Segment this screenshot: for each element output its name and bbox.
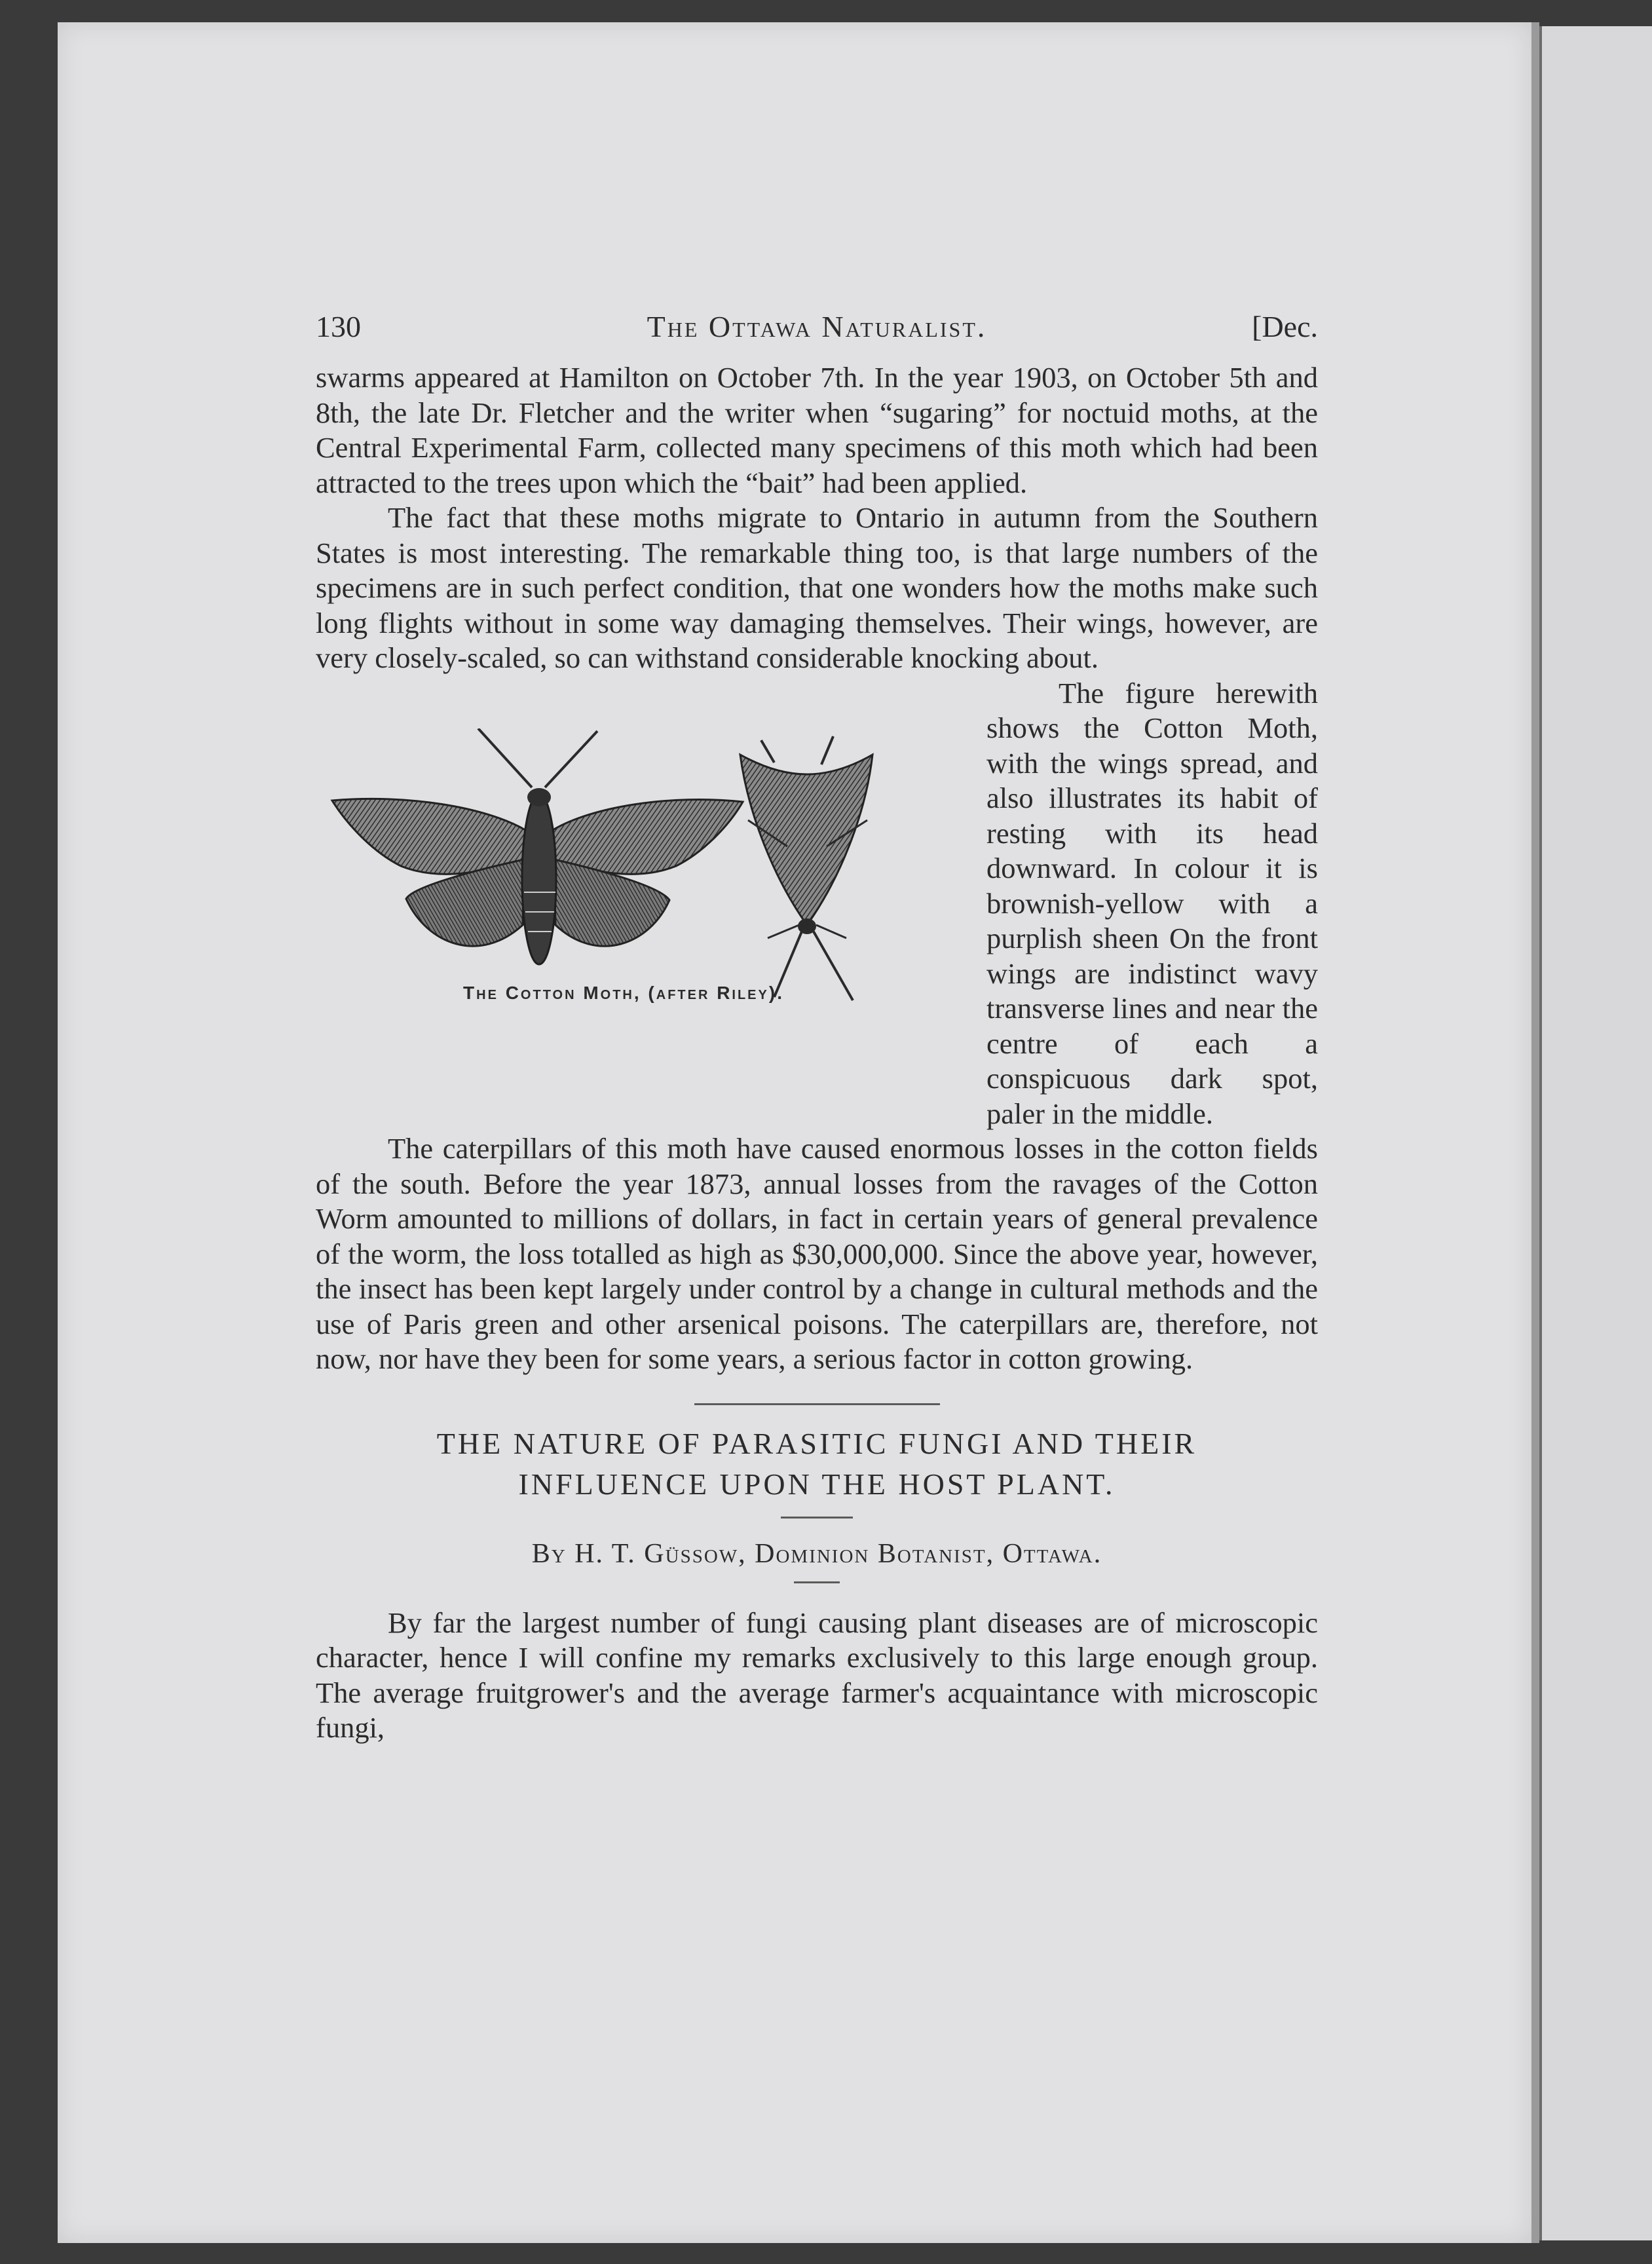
spread-moth-icon bbox=[332, 728, 743, 964]
cotton-moth-illustration bbox=[329, 728, 945, 1004]
paragraph-figure-description: The figure herewith shows the Cotton Moth, with the wings spread, and also illustrates its habit of resting with its head downward. In colour it is brownish-yellow with a purplish sheen On the front wings are indistinct wavy transverse lines and near the centre of each a conspicuous dark spot, paler in the middle. bbox=[986, 676, 1318, 1130]
journal-title: The Ottawa Naturalist. bbox=[647, 310, 987, 343]
page-gutter-shadow bbox=[1531, 22, 1539, 2243]
paragraph-fungi-intro: By far the largest number of fungi causing plant diseases are of microscopic character, hence I will confine my remarks exclusively to this large enough group. The average fruitgrower's and the average farmer's acquaintance with microscopic fungi, bbox=[316, 1606, 1318, 1744]
moth-figure bbox=[316, 676, 971, 1099]
byline-divider bbox=[794, 1581, 840, 1583]
paragraph-migration: The fact that these moths migrate to Ontario in autumn from the Southern States is most interesting. The remarkable thing too, is that large numbers of the specimens are in such perfect condition, that one wonders how the moths make such long flights without in some way damaging themselves. Their wings, however, are very closely-scaled, so can withstand considerable knocking about. bbox=[316, 501, 1318, 674]
issue-label: [Dec. bbox=[1252, 310, 1318, 343]
paragraph-caterpillars: The caterpillars of this moth have caused enormous losses in the cotton fields of the south. Before the year 1873, annual losses from the ravages of the Cotton Worm amounted to millions of dollars, in fact in certain years of general prevalence of the worm, the loss totalled as high as $30,000,000. Since the above year, however, the insect has been kept largely under control by a change in cultural methods and the use of Paris green and other arsenical poisons. The caterpillars are, therefore, not now, nor have they been for some years, a serious factor in cotton growing. bbox=[316, 1132, 1318, 1375]
page-text-column bbox=[316, 301, 1318, 1746]
running-header bbox=[316, 301, 1318, 360]
page-number: 130 bbox=[316, 310, 361, 343]
article-title bbox=[316, 1424, 1318, 1505]
figure-section bbox=[316, 676, 1318, 1132]
title-divider bbox=[781, 1517, 853, 1519]
article-title-line-1: THE NATURE OF PARASITIC FUNGI AND THEIR bbox=[436, 1426, 1197, 1460]
article-byline: By H. T. Güssow, Dominion Botanist, Ottawa. bbox=[531, 1538, 1102, 1569]
section-divider bbox=[694, 1403, 940, 1405]
resting-moth-icon bbox=[740, 736, 873, 1000]
article-title-line-2: INFLUENCE UPON THE HOST PLANT. bbox=[518, 1467, 1116, 1501]
figure-caption: The Cotton Moth, (after Riley). bbox=[463, 982, 784, 1003]
adjacent-page-edge bbox=[1539, 26, 1652, 2240]
paragraph-continued: swarms appeared at Hamilton on October 7th. In the year 1903, on October 5th and 8th, the late Dr. Fletcher and the writer when “sugaring” for noctuid moths, at the Central Experimental Farm, collected many specimens of this moth which had been attracted to the trees upon which the “bait” had been applied. bbox=[316, 361, 1318, 499]
